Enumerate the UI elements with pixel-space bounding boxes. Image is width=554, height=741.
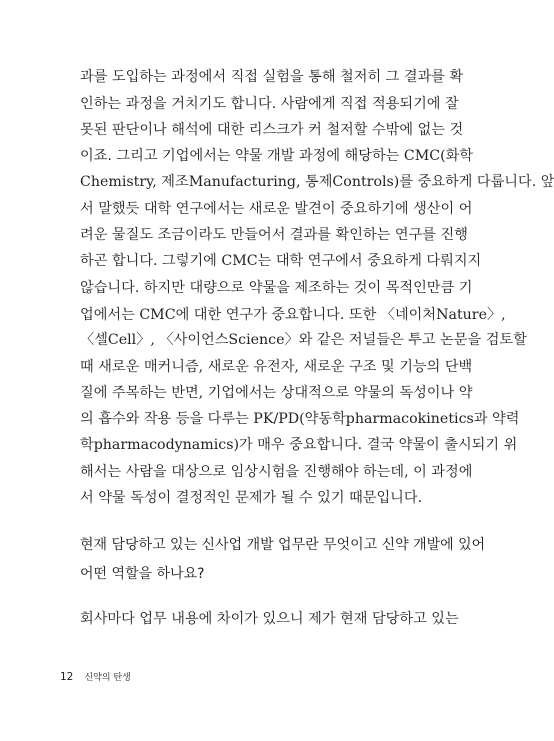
text-line: 〈셀Cell〉, 〈사이언스Science〉와 같은 저널들은 투고 논문을 검토할 xyxy=(80,332,527,349)
text-line: 서 약물 독성이 결정적인 문제가 될 수 있기 때문입니다. xyxy=(80,489,423,506)
page-footer xyxy=(60,667,131,683)
text-line: 하곤 합니다. 그렇기에 CMC는 대학 연구에서 중요하게 다뤄지지 xyxy=(80,253,482,270)
page-number: 12 xyxy=(60,671,74,683)
text-line: 학pharmacodynamics)가 매우 중요합니다. 결국 약물이 출시되기 위 xyxy=(80,437,518,454)
question-line: 현재 담당하고 있는 신사업 개발 업무란 무엇이고 신약 개발에 있어 xyxy=(80,537,486,553)
text-line: 서 말했듯 대학 연구에서는 새로운 발견이 중요하기에 생산이 어 xyxy=(80,200,473,217)
question-line: 어떤 역할을 하나요? xyxy=(80,566,205,582)
answer-line: 회사마다 업무 내용에 차이가 있으니 제가 현재 담당하고 있는 xyxy=(80,611,459,627)
text-line: 업에서는 CMC에 대한 연구가 중요합니다. 또한 〈네이처Nature〉, xyxy=(80,306,506,323)
text-line: 못된 판단이나 해석에 대한 리스크가 커 철저할 수밖에 없는 것 xyxy=(80,121,464,138)
text-line: 질에 주목하는 반면, 기업에서는 상대적으로 약물의 독성이나 약 xyxy=(80,384,473,401)
text-line: 때 새로운 매커니즘, 새로운 유전자, 새로운 구조 및 기능의 단백 xyxy=(80,359,473,375)
text-line: 려운 물질도 조금이라도 만들어서 결과를 확인하는 연구를 진행 xyxy=(80,227,468,244)
text-line: 해서는 사람을 대상으로 임상시험을 진행해야 하는데, 이 과정에 xyxy=(80,463,473,480)
text-line: 의 흡수와 작용 등을 다루는 PK/PD(약동학pharmacokinetics과 약력 xyxy=(80,411,520,428)
text-line: 인하는 과정을 거치기도 합니다. 사람에게 직접 적용되기에 잘 xyxy=(80,95,459,112)
text-line: Chemistry, 제조Manufacturing, 통제Controls)를 중요하게 다룹니다. 앞 xyxy=(80,174,554,191)
running-title: 신약의 탄생 xyxy=(84,673,131,683)
text-line: 이죠. 그리고 기업에서는 약물 개발 과정에 해당하는 CMC(화학 xyxy=(80,148,474,165)
text-line: 않습니다. 하지만 대량으로 약물을 제조하는 것이 목적인만큼 기 xyxy=(80,279,473,296)
text-line: 과를 도입하는 과정에서 직접 실험을 통해 철저히 그 결과를 확 xyxy=(80,69,464,86)
